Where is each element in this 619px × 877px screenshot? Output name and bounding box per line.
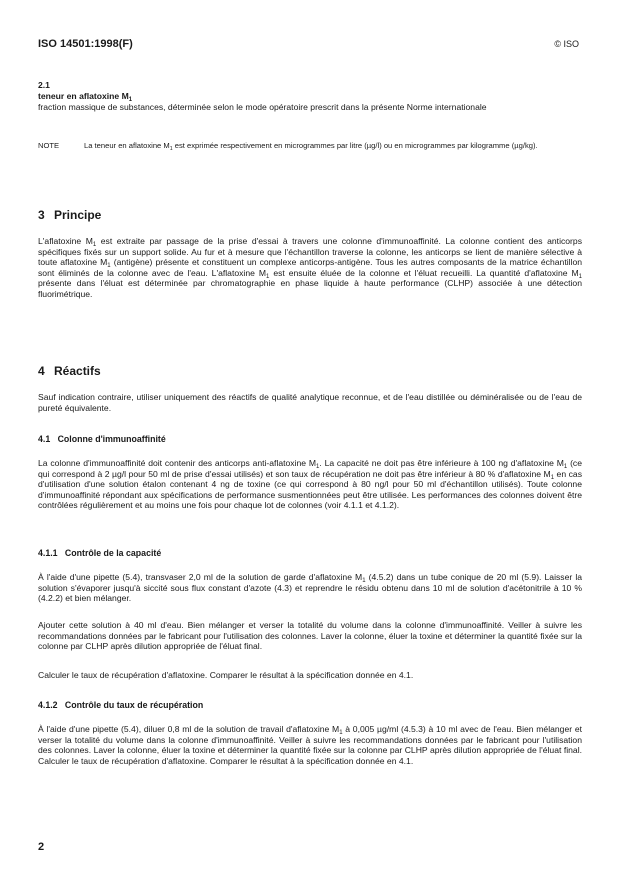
subscript: 1 xyxy=(107,263,111,270)
note-label: NOTE xyxy=(38,141,60,150)
definition-term xyxy=(38,91,582,102)
subscript: 1 xyxy=(266,273,270,280)
subsection-title: Colonne d'immunoaffinité xyxy=(57,434,166,444)
definition-number: 2.1 xyxy=(38,80,50,90)
capacite-paragraph-2: Ajouter cette solution à 40 ml d'eau. Bien mélanger et verser la totalité du volume dans la colonne d'immunoaffinité. Veiller à suivre les recommandations données par le fabricant pour l'utilisation des colonnes. Laver la colonne, éluer la toxine et déterminer la quantité fixée sur la colonne par CLHP après dilution appropriée de l'éluat final. xyxy=(38,620,582,652)
capacite-paragraph-3: Calculer le taux de récupération d'aflatoxine. Comparer le résultat à la spécification donnée en 4.1. xyxy=(38,670,414,680)
text-run: . La capacité ne doit pas être inférieure à 100 ng d'aflatoxine M xyxy=(319,458,564,468)
text-run: en cas d'utilisation d'une solution étalon contenant 4 ng de toxine (ce qui correspond à 80 ng/l pour 50 ml d'échantillon utilisés). Toute colonne d'immunoaffinité répondant aux spécifications de performance susmentionnées peut être utilisée. Les performances des colonnes doivent être contrôlées régulièrement et au moins une fois pour chaque lot de colonnes (voir 4.1.1 et 4.1.2). xyxy=(38,468,582,511)
colonne-paragraph xyxy=(38,458,582,511)
section-number: 3 xyxy=(38,208,45,222)
subsection-4-1-1-heading xyxy=(38,548,161,558)
copyright-notice: © ISO xyxy=(554,39,579,49)
subsection-number: 4.1.1 xyxy=(38,548,58,558)
capacite-paragraph-1 xyxy=(38,572,582,604)
standard-id: ISO 14501:1998(F) xyxy=(38,38,133,50)
reactifs-intro: Sauf indication contraire, utiliser uniquement des réactifs de qualité analytique reconnue, et de l'eau distillée ou déminéralisée ou de l'eau de pureté équivalente. xyxy=(38,392,582,413)
text-run: (antigène) présente et constituent un complexe anticorps-antigène. Tous les autres composants de la matrice échantillon sont éliminés de la colonne avec de l'eau. L'aflatoxine M xyxy=(38,257,582,278)
text-run: La colonne d'immunoaffinité doit contenir des anticorps anti-aflatoxine M xyxy=(38,458,317,468)
text-run: À l'aide d'une pipette (5.4), diluer 0,8 ml de la solution de travail d'aflatoxine M xyxy=(38,724,340,734)
principe-paragraph xyxy=(38,236,582,300)
text-run: est ensuite éluée de la colonne et l'éluat recueilli. La quantité d'aflatoxine M xyxy=(269,267,579,278)
section-title: Principe xyxy=(54,208,102,222)
subscript: 1 xyxy=(550,474,555,481)
subscript: 1 xyxy=(128,97,133,103)
text-run: (4.5.2) dans un tube conique de 20 ml (5.9). Laisser la solution s'évaporer jusqu'à siccité sous flux constant d'azote (4.3) et reprendre le résidu obtenu dans 10 ml de solution d'acétonitrile à 10 % (4.2.2) et bien mélanger. xyxy=(38,572,583,604)
subscript: 1 xyxy=(92,242,97,248)
section-number: 4 xyxy=(38,364,45,378)
subsection-4-1-heading xyxy=(38,434,166,444)
subscript: 1 xyxy=(339,730,343,736)
text-run: À l'aide d'une pipette (5.4), transvaser 2,0 ml de la solution de garde d'aflatoxine M xyxy=(38,572,363,582)
note-text-b: est exprimée respectivement en microgrammes par litre (µg/l) ou en microgrammes par kilogramme (µg/kg). xyxy=(172,141,538,150)
section-3-heading xyxy=(38,208,101,222)
text-run: présente dans l'éluat est déterminée par chromatographie en phase liquide à haute performance (CLHP) associée à une détection fluorimétrique. xyxy=(38,278,582,299)
subsection-4-1-2-heading xyxy=(38,700,203,710)
subsection-number: 4.1 xyxy=(38,434,51,444)
section-4-heading xyxy=(38,364,101,378)
subscript: 1 xyxy=(169,146,173,152)
text-run: à 0,005 µg/ml (4.5.3) à 10 ml avec de l'eau. Bien mélanger et verser la totalité du volume dans la colonne d'immunoaffinité. Veiller à suivre les recommandations données par le fabricant pour l'utilisation des colonnes. Laver la colonne, éluer la toxine et déterminer la quantité fixée sur la colonne par CLHP après dilution appropriée de l'éluat final. Calculer le taux de récupération d'aflatoxine. Comparer le résultat à la spécification donnée en 4.1. xyxy=(38,724,582,766)
subsection-title: Contrôle de la capacité xyxy=(64,548,162,558)
subsection-title: Contrôle du taux de récupération xyxy=(64,700,204,710)
subscript: 1 xyxy=(563,464,568,470)
definition-text: fraction massique de substances, déterminée selon le mode opératoire prescrit dans la présente Norme internationale xyxy=(38,102,487,112)
subsection-number: 4.1.2 xyxy=(38,700,58,710)
section-title: Réactifs xyxy=(54,364,101,378)
text-run: (ce qui correspond à 2 µg/l pour 50 ml de prise d'essai utilisés) et son taux de récupération ne doit pas être inférieur à 80 % d'aflatoxine M xyxy=(38,458,583,479)
text-run: L'aflatoxine M xyxy=(38,236,93,246)
subscript: 1 xyxy=(578,273,582,280)
subscript: 1 xyxy=(316,464,320,470)
definition-term-text: teneur en aflatoxine M xyxy=(38,91,129,101)
recuperation-paragraph xyxy=(38,724,582,766)
page-number: 2 xyxy=(38,841,45,853)
note-text-a: La teneur en aflatoxine M xyxy=(84,141,170,150)
note xyxy=(38,141,582,151)
subscript: 1 xyxy=(362,578,366,584)
text-run: est extraite par passage de la prise d'essai à travers une colonne d'immunoaffinité. La colonne contient des anticorps spécifiques fixés sur un support solide. Au fur et à mesure que l'échantillon traverse la colonne, les anticorps se lient de manière sélective à toute aflatoxine M xyxy=(38,236,582,268)
